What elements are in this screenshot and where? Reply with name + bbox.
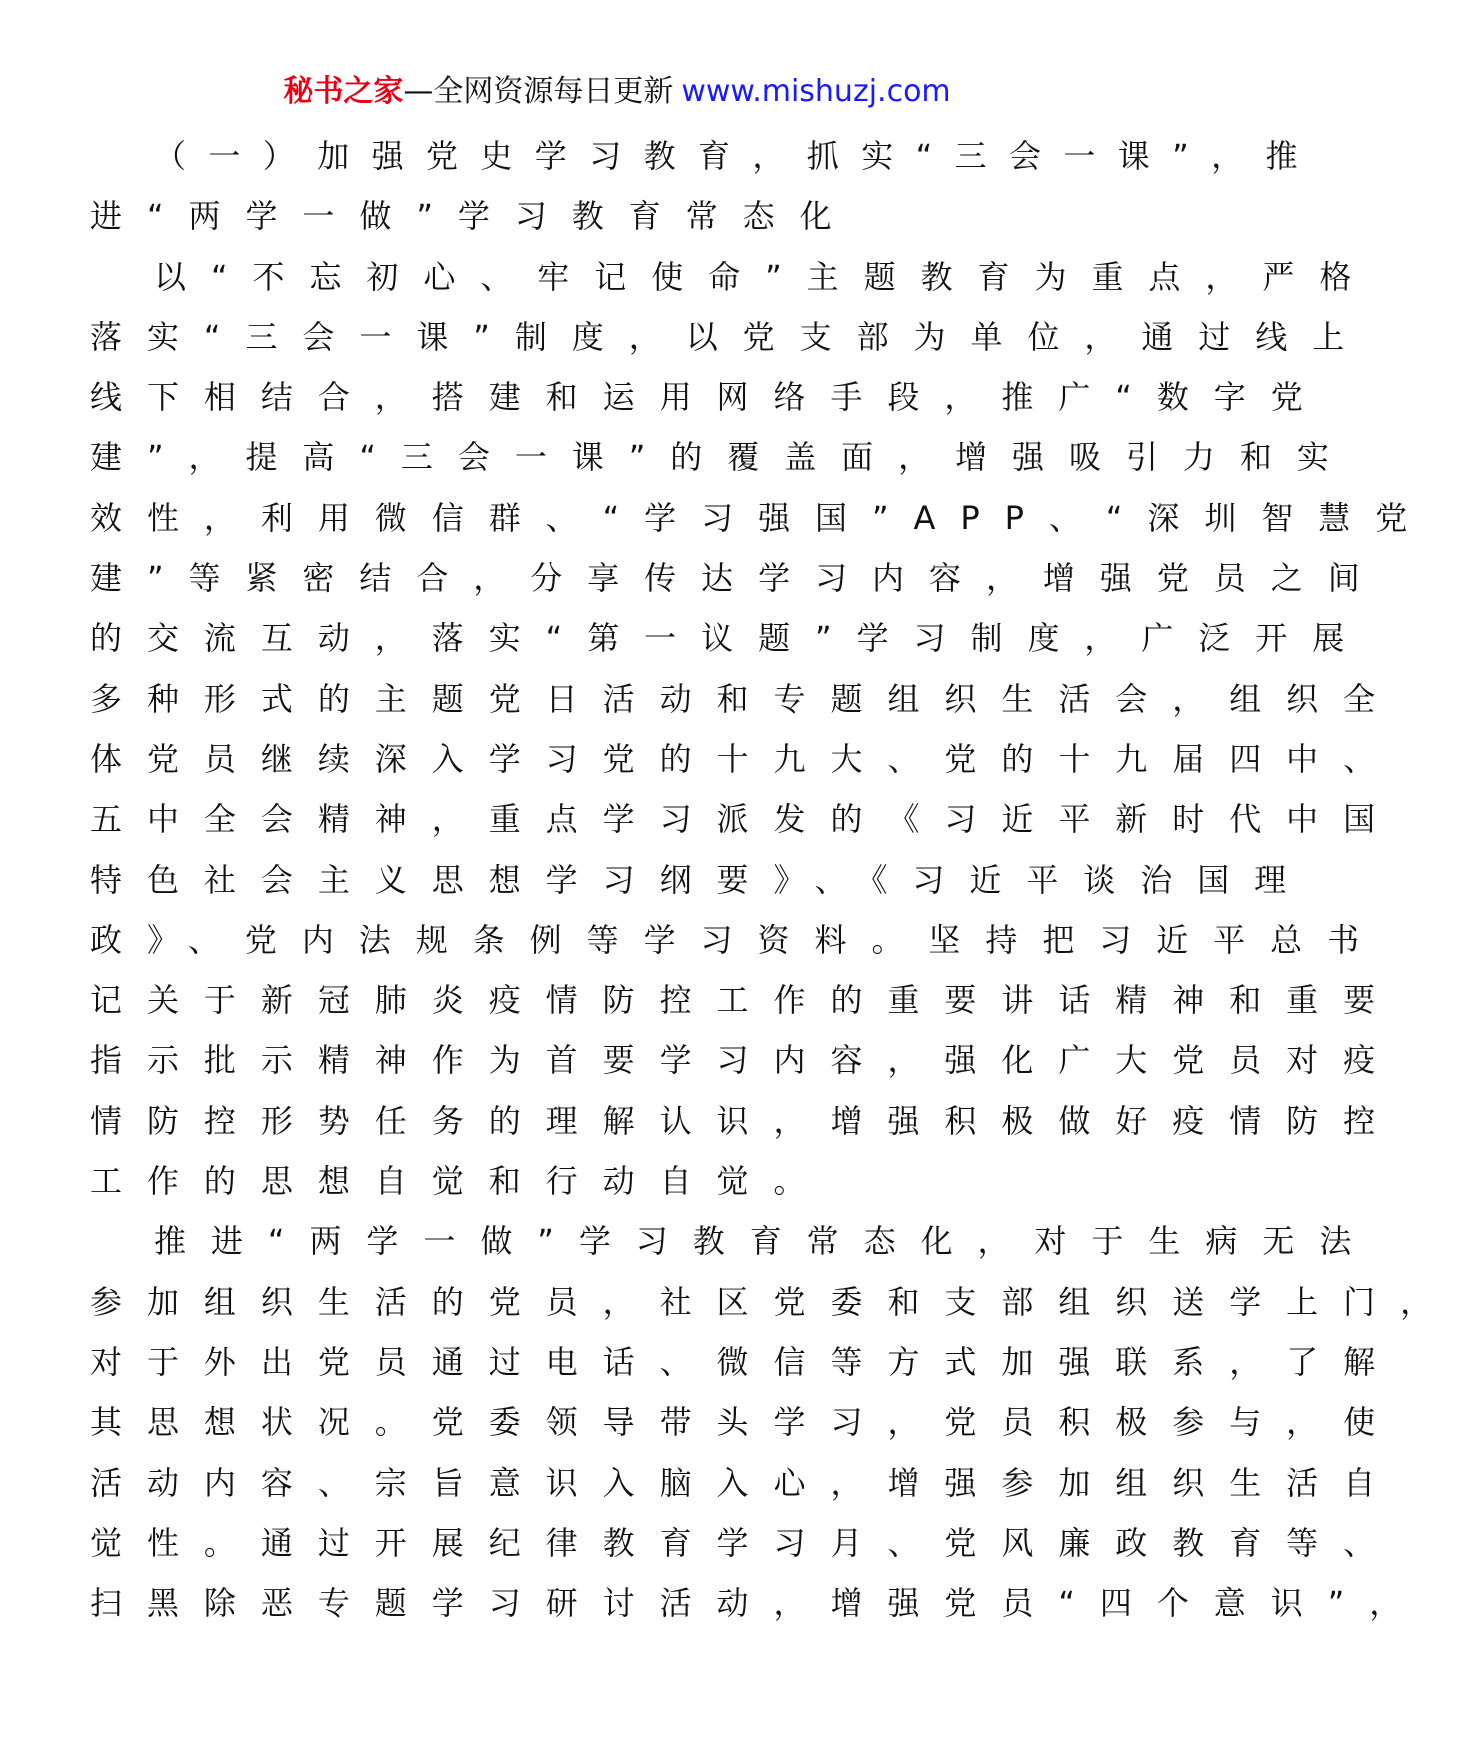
header-tagline: —全网资源每日更新 <box>403 74 674 109</box>
paragraph-line: 政》、党内法规条例等学习资料。坚持把习近平总书 <box>90 920 1385 959</box>
paragraph-line: 推进“两学一做”学习教育常态化，对于生病无法 <box>154 1222 1377 1261</box>
paragraph-line: 建”等紧密结合，分享传达学习内容，增强党员之间 <box>90 559 1385 598</box>
paragraph-line: 指示批示精神作为首要学习内容，强化广大党员对疫 <box>90 1041 1401 1080</box>
paragraph-line: 觉性。通过开展纪律教育学习月、党风廉政教育等、 <box>90 1523 1401 1562</box>
paragraph-line: 线下相结合，搭建和运用网络手段，推广“数字党 <box>90 378 1328 417</box>
paragraph-line: 参加组织生活的党员，社区党委和支部组织送学上门， <box>90 1282 1457 1321</box>
paragraph-line: 记关于新冠肺炎疫情防控工作的重要讲话精神和重要 <box>90 981 1401 1020</box>
paragraph-line: 建”，提高“三会一课”的覆盖面，增强吸引力和实 <box>90 438 1354 477</box>
page-header <box>0 70 1234 114</box>
section-heading-line: （一）加强党史学习教育，抓实“三会一课”，推 <box>154 137 1320 175</box>
brand-name: 秘书之家 <box>283 74 404 109</box>
paragraph-line: 工作的思想自觉和行动自觉。 <box>90 1162 831 1201</box>
paragraph-line: 扫黑除恶专题学习研讨活动，增强党员“四个意识”， <box>90 1584 1427 1623</box>
paragraph-line: 特色社会主义思想学习纲要》、《习近平谈治国理 <box>90 860 1312 899</box>
paragraph-line: 多种形式的主题党日活动和专题组织生活会，组织全 <box>90 679 1401 718</box>
paragraph-line: 体党员继续深入学习党的十九大、党的十九届四中、 <box>90 739 1401 778</box>
paragraph-line: 以“不忘初心、牢记使命”主题教育为重点，严格 <box>154 257 1377 296</box>
document-body <box>90 126 1457 1633</box>
paragraph-line: 效性，利用微信群、“学习强国”APP、“深圳智慧党 <box>90 498 1433 537</box>
paragraph-line: 活动内容、宗旨意识入脑入心，增强参加组织生活自 <box>90 1463 1401 1502</box>
paragraph-line: 落实“三会一课”制度，以党支部为单位，通过线上 <box>90 317 1370 356</box>
paragraph-line: 情防控形势任务的理解认识，增强积极做好疫情防控 <box>90 1101 1401 1140</box>
paragraph-line: 其思想状况。党委领导带头学习，党员积极参与，使 <box>90 1403 1401 1442</box>
paragraph-line: 对于外出党员通过电话、微信等方式加强联系，了解 <box>90 1342 1401 1381</box>
website-link[interactable]: www.mishuzj.com <box>681 74 951 109</box>
paragraph-line: 五中全会精神，重点学习派发的《习近平新时代中国 <box>90 800 1401 839</box>
section-heading-line: 进“两学一做”学习教育常态化 <box>90 197 857 236</box>
paragraph-line: 的交流互动，落实“第一议题”学习制度，广泛开展 <box>90 619 1370 658</box>
